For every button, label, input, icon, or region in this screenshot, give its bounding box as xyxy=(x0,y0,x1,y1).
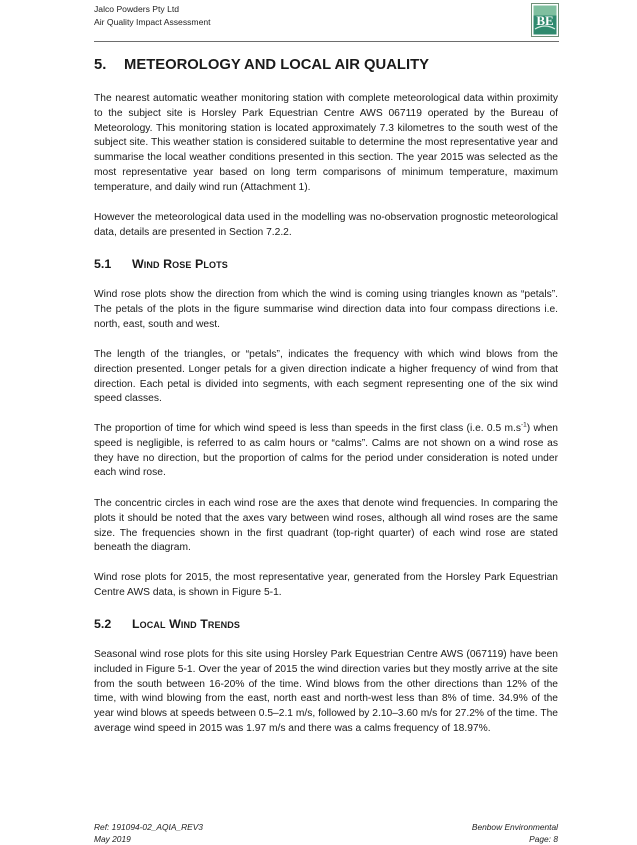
company-name: Jalco Powders Pty Ltd xyxy=(94,4,180,14)
section-5-1-number: 5.1 xyxy=(94,257,112,271)
section-5-2-title: Local Wind Trends xyxy=(132,617,240,631)
section-5-1-paragraph-5: Wind rose plots for 2015, the most representative year, generated from the Horsley Park Equestrian Centre AWS data, is shown in Figure 5-1. xyxy=(94,572,558,598)
section-5-paragraph-1: The nearest automatic weather monitoring station with complete meteorological data within proximity to the subject site is Horsley Park Equestrian Centre AWS 067119 operated by the Bureau of Meteorology. This monitoring station is located approximately 7.3 kilometres to the south west of the subject site. This weather station is considered suitable to determine the most representative year and summarise the local weather conditions presented in this section. The year 2015 was selected as the most representative year based on long term comparisons of minimum temperature, maximum temperature, and daily wind run (Attachment 1). xyxy=(94,93,558,193)
calms-text-b: ) when speed is negligible, is referred to as calm hours or “calms”. Calms are not shown on a wind rose as they have no direction, but the proportion of calms for the period under consideration is noted under each wind rose. xyxy=(94,423,559,479)
section-5-1-paragraph-1: Wind rose plots show the direction from which the wind is coming using triangles known as “petals”. The petals of the plots in the figure summarise wind direction data into four compass directions i.e. north, east, south and west. xyxy=(94,289,558,330)
section-5-number: 5. xyxy=(94,57,107,73)
footer-reference: Ref: 191094-02_AQIA_REV3 xyxy=(94,822,203,832)
calms-text-a: The proportion of time for which wind speed is less than speeds in the first class (i.e. 0.5 m.s xyxy=(94,423,521,434)
section-5-2-paragraph-1: Seasonal wind rose plots for this site using Horsley Park Equestrian Centre AWS (067119) have been included in Figure 5-1. Over the year of 2015 the wind direction varies but they mostly arrive at the site from the south between 16-20% of the time. Wind blows from the other directions than 12% of the time, with wind blowing from the east, north east and north-west less than 8% of time. 34.9% of the year wind blows at speeds between 0.5–2.1 m/s, followed by 2.10–3.60 m/s for 27.2% of the time. The average wind speed in 2015 was 1.97 m/s and there was a calms frequency of 18.97%. xyxy=(94,649,558,734)
report-title: Air Quality Impact Assessment xyxy=(94,17,211,27)
section-5-paragraph-2: However the meteorological data used in the modelling was no-observation prognostic meteorological data, details are presented in Section 7.2.2. xyxy=(94,212,558,238)
footer-date: May 2019 xyxy=(94,834,131,844)
section-5-heading xyxy=(94,57,429,73)
header-divider xyxy=(94,41,559,42)
section-5-1-paragraph-3 xyxy=(94,422,558,481)
section-5-1-heading xyxy=(94,257,228,271)
footer-firm: Benbow Environmental xyxy=(471,822,558,832)
section-5-1-paragraph-2: The length of the triangles, or “petals”, indicates the frequency with which wind blows from the direction presented. Longer petals for a given direction indicate a higher frequency of wind from that direction. Each petal is divided into segments, with each segment representing one of the six wind speed classes. xyxy=(94,349,558,405)
benbow-logo xyxy=(531,3,559,37)
page-header xyxy=(94,3,211,29)
footer-page-number: Page: 8 xyxy=(529,834,558,844)
footer-left xyxy=(94,821,203,845)
footer-right xyxy=(472,821,558,845)
section-5-1-title: Wind Rose Plots xyxy=(132,257,228,271)
logo-lettering: BE xyxy=(536,13,554,28)
section-5-title: METEOROLOGY AND LOCAL AIR QUALITY xyxy=(124,57,429,73)
unit-superscript: -1 xyxy=(521,421,527,429)
section-5-2-heading xyxy=(94,617,240,631)
section-5-1-paragraph-4: The concentric circles in each wind rose are the axes that denote wind frequencies. In comparing the plots it should be noted that the axes vary between wind roses, although all wind roses are the same size. The frequencies shown in the first quadrant (top-right quarter) of each wind rose are stated beneath the diagram. xyxy=(94,498,558,554)
section-5-2-number: 5.2 xyxy=(94,617,112,631)
